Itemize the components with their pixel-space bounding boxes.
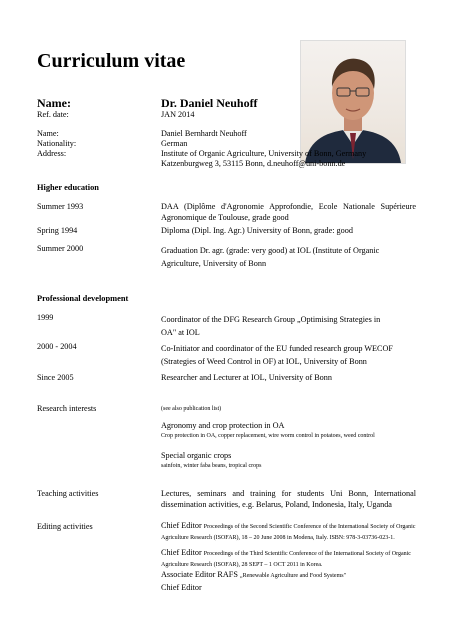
editor-role: Chief Editor bbox=[161, 583, 202, 592]
address-line-2: Katzenburgweg 3, 53115 Bonn, d.neuhoff@uni-bonn.de bbox=[161, 159, 346, 168]
education-date: Summer 2000 bbox=[37, 244, 84, 253]
research-topic-detail: sainfoin, winter faba beans, tropical crops bbox=[161, 463, 262, 469]
professional-development-heading: Professional development bbox=[37, 294, 129, 303]
editing-entry bbox=[161, 521, 416, 542]
editing-activities-label: Editing activities bbox=[37, 522, 93, 531]
career-date: 1999 bbox=[37, 313, 54, 322]
career-entry: Researcher and Lecturer at IOL, University of Bonn bbox=[161, 373, 332, 382]
name-heading-label: Name: bbox=[37, 96, 71, 110]
research-interests-label: Research interests bbox=[37, 404, 97, 413]
editor-role-detail: Proceedings of the Third Scientific Conference of the International Society of Organic Agriculture Research (ISOFAR), 28 SEPT – 1 OCT 2011 in Korea. bbox=[161, 551, 411, 568]
education-date: Summer 1993 bbox=[37, 202, 84, 211]
research-note: (see also publication list) bbox=[161, 406, 222, 412]
career-date: Since 2005 bbox=[37, 373, 74, 382]
editor-role: Chief Editor bbox=[161, 548, 202, 557]
education-date: Spring 1994 bbox=[37, 226, 78, 235]
editing-entry bbox=[161, 570, 416, 581]
full-name-value: Daniel Bernhardt Neuhoff bbox=[161, 129, 247, 138]
research-topic-detail: Crop protection in OA, copper replacement, wire worm control in potatoes, weed control bbox=[161, 433, 375, 439]
education-entry: Graduation Dr. agr. (grade: very good) at IOL (Institute of Organic Agriculture, University of Bonn bbox=[161, 246, 380, 269]
research-topic: Agronomy and crop protection in OA bbox=[161, 421, 285, 430]
page-title: Curriculum vitae bbox=[37, 50, 186, 72]
teaching-activities-label: Teaching activities bbox=[37, 489, 99, 498]
education-entry: DAA (Diplôme d'Agronomie Approfondie, Ecole Nationale Supérieure Agronomique de Toulouse, grade good bbox=[161, 202, 416, 222]
ref-date-value: JAN 2014 bbox=[161, 110, 195, 119]
higher-education-heading: Higher education bbox=[37, 183, 99, 192]
editor-role-detail: „Renewable Agriculture and Food Systems" bbox=[239, 573, 347, 579]
name-heading-value: Dr. Daniel Neuhoff bbox=[161, 96, 258, 110]
editor-role-detail: Proceedings of the Second Scientific Conference of the International Society of Organic Agriculture Research (ISOFAR), 18 – 20 June 2008 in Modena, Italy. ISBN: 978-3-03736-023-1. bbox=[161, 524, 416, 541]
editor-role: Associate Editor RAFS bbox=[161, 570, 238, 579]
research-topic: Special organic crops bbox=[161, 451, 232, 460]
editor-role: Chief Editor bbox=[161, 521, 202, 530]
editing-entry bbox=[161, 548, 416, 569]
ref-date-label: Ref. date: bbox=[37, 110, 69, 119]
nationality-label: Nationality: bbox=[37, 139, 77, 148]
career-entry: Coordinator of the DFG Research Group „Optimising Strategies in OA" at IOL bbox=[161, 315, 381, 338]
career-entry: Co-Initiator and coordinator of the EU funded research group WECOF (Strategies of Weed Control in OF) at IOL, University of Bonn bbox=[161, 344, 393, 367]
education-entry: Diploma (Dipl. Ing. Agr.) University of Bonn, grade: good bbox=[161, 226, 353, 235]
address-line-1: Institute of Organic Agriculture, University of Bonn, Germany bbox=[161, 149, 367, 158]
nationality-value: German bbox=[161, 139, 188, 148]
career-date: 2000 - 2004 bbox=[37, 342, 77, 351]
teaching-activities-text: Lectures, seminars and training for students Uni Bonn, International dissemination activities, e.g. Belarus, Poland, Indonesia, Italy, Uganda bbox=[161, 489, 416, 509]
address-label: Address: bbox=[37, 149, 67, 158]
full-name-label: Name: bbox=[37, 129, 59, 138]
